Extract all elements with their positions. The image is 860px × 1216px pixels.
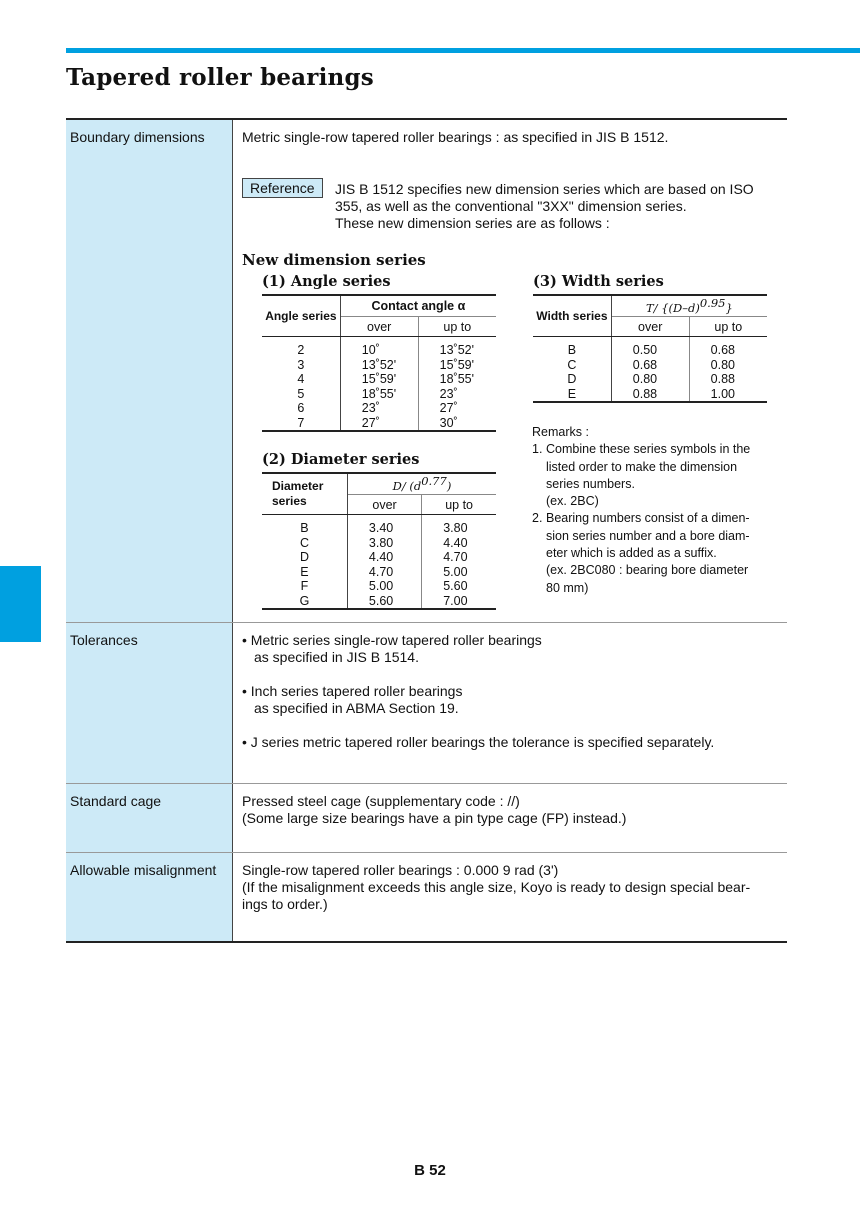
table-cell: 5.60 [443, 579, 468, 593]
table-cell: 4.70 [443, 550, 468, 564]
header-sup: 0.77 [421, 474, 447, 489]
reference-line: JIS B 1512 specifies new dimension series which are based on ISO [335, 181, 754, 197]
remark-text: listed order to make the dimension [546, 459, 738, 474]
row-label: Allowable misalignment [66, 853, 233, 941]
table-row [262, 521, 496, 536]
table-cell: 0.80 [710, 357, 735, 372]
table-cell: 7 [262, 416, 340, 432]
table-row [262, 550, 496, 565]
table-header [347, 473, 496, 495]
remark-text: eter which is added as a suffix. [546, 546, 717, 561]
row-boundary-dimensions [66, 120, 787, 623]
width-series-table [533, 294, 767, 403]
diameter-series-heading: (2) Diameter series [262, 451, 420, 468]
remark-text: 80 mm) [546, 580, 589, 595]
header-text: T/ {(D–d) [646, 301, 700, 316]
reference-text [335, 181, 785, 232]
remark-line [532, 493, 772, 510]
table-cell: 5.00 [443, 564, 468, 579]
table-cell: 3.40 [347, 521, 421, 536]
table-header: up to [422, 495, 496, 515]
tolerance-line: • Inch series tapered roller bearings [242, 683, 463, 699]
remark-line [532, 562, 772, 579]
table-cell: 1.00 [689, 387, 767, 403]
misalignment-line: ings to order.) [242, 896, 328, 912]
table-row [262, 536, 496, 551]
table-row [533, 343, 767, 358]
table-row [533, 372, 767, 387]
remark-number [532, 545, 546, 562]
spec-table [66, 118, 787, 943]
table-cell: 15˚59' [340, 372, 418, 387]
row-standard-cage [66, 784, 787, 853]
row-content [233, 853, 787, 941]
table-cell: D [262, 550, 347, 565]
top-accent-bar [66, 48, 860, 53]
table-header: over [347, 495, 421, 515]
table-cell: 30˚ [418, 416, 496, 432]
header-sup: 0.95 [699, 296, 726, 311]
remark-text: (ex. 2BC080 : bearing bore diameter [546, 563, 749, 578]
table-cell: 18˚55' [340, 387, 418, 402]
row-tolerances [66, 623, 787, 784]
table-header: over [340, 317, 418, 337]
table-header [611, 295, 767, 317]
remark-number: 1. [532, 442, 543, 457]
remark-number [532, 476, 546, 493]
remark-line [532, 459, 772, 476]
table-cell: 5 [262, 387, 340, 402]
table-header: over [611, 317, 689, 337]
table-row [262, 594, 496, 610]
page-title: Tapered roller bearings [66, 64, 374, 91]
remarks [532, 424, 772, 597]
table-cell: G [262, 594, 347, 610]
boundary-intro: Metric single-row tapered roller bearings : as specified in JIS B 1512. [242, 129, 669, 145]
row-label: Boundary dimensions [66, 120, 233, 622]
header-text: D/ (d [392, 479, 422, 494]
remark-number [532, 493, 546, 510]
table-cell: C [533, 358, 611, 373]
remark-line [532, 510, 772, 527]
table-cell: F [262, 579, 347, 594]
remark-line [532, 545, 772, 562]
remark-number: 2. [532, 511, 543, 526]
misalignment-line: (If the misalignment exceeds this angle size, Koyo is ready to design special bear- [242, 879, 751, 895]
row-label: Tolerances [66, 623, 233, 783]
row-content [233, 784, 787, 852]
remark-number [532, 562, 546, 579]
misalignment-line: Single-row tapered roller bearings : 0.000 9 rad (3') [242, 862, 559, 878]
remark-number [532, 459, 546, 476]
page-number: B 52 [414, 1162, 446, 1179]
remark-text: sion series number and a bore diam- [546, 528, 750, 543]
header-text: ) [446, 479, 452, 494]
remark-text: Bearing numbers consist of a dimen- [546, 511, 750, 526]
table-row [533, 358, 767, 373]
table-cell: 18˚55' [439, 372, 474, 386]
table-cell: 6 [262, 401, 340, 416]
table-header: up to [689, 317, 767, 337]
table-cell: 2 [262, 343, 340, 358]
table-cell: 4.70 [347, 565, 421, 580]
header-text: } [725, 301, 733, 316]
tolerance-line: as specified in ABMA Section 19. [254, 700, 459, 716]
table-cell: 4 [262, 372, 340, 387]
table-cell: 5.60 [347, 594, 421, 610]
row-allowable-misalignment [66, 853, 787, 941]
table-cell: 3.80 [443, 521, 468, 535]
table-cell: 13˚52' [439, 343, 474, 357]
row-label: Standard cage [66, 784, 233, 852]
tolerance-line: • J series metric tapered roller bearings the tolerance is specified separately. [242, 734, 715, 750]
table-cell: 4.40 [347, 550, 421, 565]
table-cell: 27˚ [340, 416, 418, 432]
table-row [533, 387, 767, 403]
table-cell: D [533, 372, 611, 387]
diameter-series-table [262, 472, 496, 610]
table-header [262, 473, 347, 515]
table-cell: E [262, 565, 347, 580]
table-cell: C [262, 536, 347, 551]
remark-text: Combine these series symbols in the [546, 442, 751, 457]
cage-line: Pressed steel cage (supplementary code : //) [242, 793, 520, 809]
table-header: Width series [533, 295, 611, 337]
new-series-heading: New dimension series [242, 251, 426, 269]
row-content [233, 623, 787, 783]
table-row [262, 579, 496, 594]
header-line: series [272, 494, 307, 508]
table-header: up to [418, 317, 496, 337]
table-cell: 23˚ [439, 386, 458, 401]
reference-line: These new dimension series are as follows : [335, 215, 610, 231]
angle-series-table [262, 294, 496, 432]
reference-badge: Reference [242, 178, 323, 198]
row-content [233, 120, 787, 622]
tolerance-line: as specified in JIS B 1514. [254, 649, 419, 665]
remark-line [532, 441, 772, 458]
table-cell: 15˚59' [439, 357, 474, 372]
table-row [262, 565, 496, 580]
table-cell: E [533, 387, 611, 403]
header-line: Diameter [272, 479, 324, 493]
tolerance-line: • Metric series single-row tapered roller bearings [242, 632, 542, 648]
table-row [262, 401, 496, 416]
table-cell: 0.88 [710, 372, 735, 386]
remark-text: series numbers. [546, 476, 635, 491]
table-cell: 0.68 [611, 358, 689, 373]
reference-line: 355, as well as the conventional "3XX" dimension series. [335, 198, 687, 214]
remark-line [532, 476, 772, 493]
table-header: Contact angle α [340, 295, 496, 317]
table-row [262, 372, 496, 387]
table-cell: 0.80 [611, 372, 689, 387]
side-section-tab [0, 566, 41, 642]
table-cell: 7.00 [422, 594, 496, 610]
remarks-title: Remarks : [532, 425, 589, 439]
table-cell: 3 [262, 358, 340, 373]
table-row [262, 416, 496, 432]
table-row [262, 343, 496, 358]
remark-number [532, 580, 546, 597]
remark-line [532, 528, 772, 545]
table-cell: 3.80 [347, 536, 421, 551]
remark-text: (ex. 2BC) [546, 494, 599, 509]
table-cell: 10˚ [340, 343, 418, 358]
table-cell: 0.68 [710, 343, 735, 357]
remark-line [532, 580, 772, 597]
table-cell: 13˚52' [340, 358, 418, 373]
table-cell: 0.88 [611, 387, 689, 403]
table-row [262, 358, 496, 373]
table-cell: 5.00 [347, 579, 421, 594]
cage-line: (Some large size bearings have a pin type cage (FP) instead.) [242, 810, 627, 826]
table-header: Angle series [262, 295, 340, 337]
table-cell: 4.40 [443, 535, 468, 550]
table-cell: 0.50 [611, 343, 689, 358]
table-cell: 23˚ [340, 401, 418, 416]
width-series-heading: (3) Width series [533, 273, 664, 290]
table-cell: B [262, 521, 347, 536]
table-row [262, 387, 496, 402]
table-cell: B [533, 343, 611, 358]
remark-number [532, 528, 546, 545]
table-cell: 27˚ [439, 401, 458, 415]
angle-series-heading: (1) Angle series [262, 273, 391, 290]
